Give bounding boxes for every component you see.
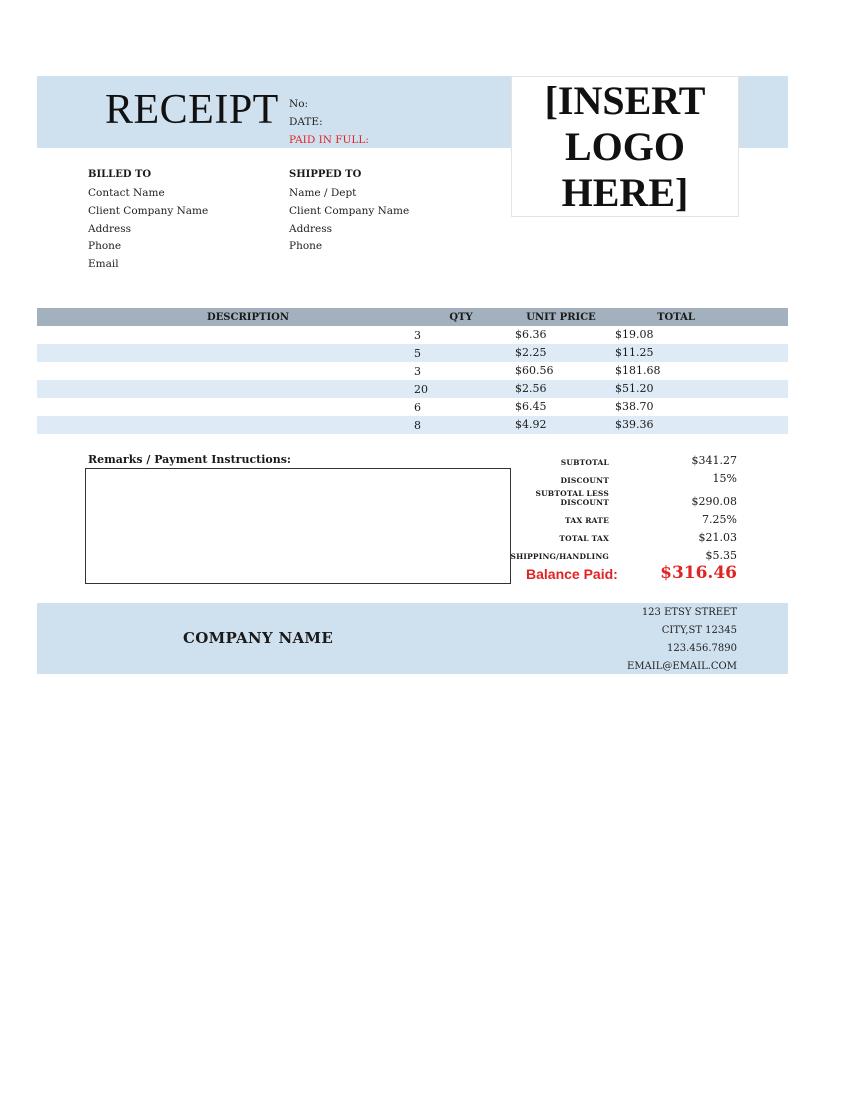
discount-value: 15% xyxy=(712,472,737,485)
table-row xyxy=(37,416,788,434)
row-unit-price: $2.25 xyxy=(515,346,547,359)
row-qty: 5 xyxy=(414,347,421,360)
logo-placeholder[interactable] xyxy=(511,76,739,217)
shipped-to-line: Client Company Name xyxy=(289,205,410,217)
column-header-qty: QTY xyxy=(449,312,473,323)
company-city: CITY,ST 12345 xyxy=(661,625,737,636)
row-total: $51.20 xyxy=(615,382,654,395)
remarks-input[interactable] xyxy=(85,468,511,584)
row-total: $38.70 xyxy=(615,400,654,413)
table-row xyxy=(37,326,788,344)
balance-paid-value: $316.46 xyxy=(660,563,737,583)
receipt-title: RECEIPT xyxy=(105,87,279,133)
company-phone: 123.456.7890 xyxy=(667,643,737,654)
row-qty: 3 xyxy=(414,365,421,378)
paid-in-full-label: PAID IN FULL: xyxy=(289,134,369,146)
row-qty: 6 xyxy=(414,401,421,414)
shipping-handling-label: SHIPPING/HANDLING xyxy=(510,552,609,561)
shipped-to-line: Name / Dept xyxy=(289,187,357,199)
table-row xyxy=(37,380,788,398)
subtotal-less-discount-label: DISCOUNT xyxy=(560,498,609,507)
billed-to-line: Client Company Name xyxy=(88,205,209,217)
column-header-description: DESCRIPTION xyxy=(207,312,289,323)
row-unit-price: $4.92 xyxy=(515,418,547,431)
row-total: $19.08 xyxy=(615,328,654,341)
shipped-to-line: Address xyxy=(289,223,333,235)
column-header-total: TOTAL xyxy=(657,312,695,323)
row-unit-price: $60.56 xyxy=(515,364,554,377)
row-qty: 3 xyxy=(414,329,421,342)
balance-paid-label: Balance Paid: xyxy=(526,566,618,582)
billed-to-line: Email xyxy=(88,258,119,270)
row-qty: 8 xyxy=(414,419,421,432)
row-total: $11.25 xyxy=(615,346,654,359)
row-unit-price: $2.56 xyxy=(515,382,547,395)
logo-line: LOGO xyxy=(564,123,685,169)
table-row xyxy=(37,398,788,416)
table-row xyxy=(37,362,788,380)
row-qty: 20 xyxy=(414,383,428,396)
billed-to-line: Contact Name xyxy=(88,187,165,199)
row-unit-price: $6.45 xyxy=(515,400,547,413)
remarks-label: Remarks / Payment Instructions: xyxy=(88,453,291,466)
receipt-number-label: No: xyxy=(289,98,309,110)
subtotal-label: SUBTOTAL xyxy=(560,458,609,467)
discount-label: DISCOUNT xyxy=(560,476,609,485)
table-row xyxy=(37,344,788,362)
shipping-handling-value: $5.35 xyxy=(705,549,737,562)
billed-to-heading: BILLED TO xyxy=(88,169,152,180)
subtotal-less-discount-label: SUBTOTAL LESS xyxy=(535,489,609,498)
company-email: EMAIL@EMAIL.COM xyxy=(627,661,737,672)
logo-line: [INSERT xyxy=(544,77,706,123)
receipt-date-label: DATE: xyxy=(289,116,323,128)
company-name: COMPANY NAME xyxy=(183,629,334,647)
billed-to-line: Address xyxy=(88,223,132,235)
row-unit-price: $6.36 xyxy=(515,328,547,341)
billed-to-line: Phone xyxy=(88,240,122,252)
row-total: $181.68 xyxy=(615,364,661,377)
subtotal-value: $341.27 xyxy=(691,454,737,467)
total-tax-value: $21.03 xyxy=(698,531,737,544)
company-street: 123 ETSY STREET xyxy=(641,607,737,618)
row-total: $39.36 xyxy=(615,418,654,431)
tax-rate-label: TAX RATE xyxy=(565,516,609,525)
subtotal-less-discount-value: $290.08 xyxy=(691,495,737,508)
column-header-unit-price: UNIT PRICE xyxy=(526,312,596,323)
tax-rate-value: 7.25% xyxy=(702,513,737,526)
total-tax-label: TOTAL TAX xyxy=(559,534,609,543)
shipped-to-heading: SHIPPED TO xyxy=(289,169,362,180)
shipped-to-line: Phone xyxy=(289,240,323,252)
logo-line: HERE] xyxy=(561,169,689,215)
